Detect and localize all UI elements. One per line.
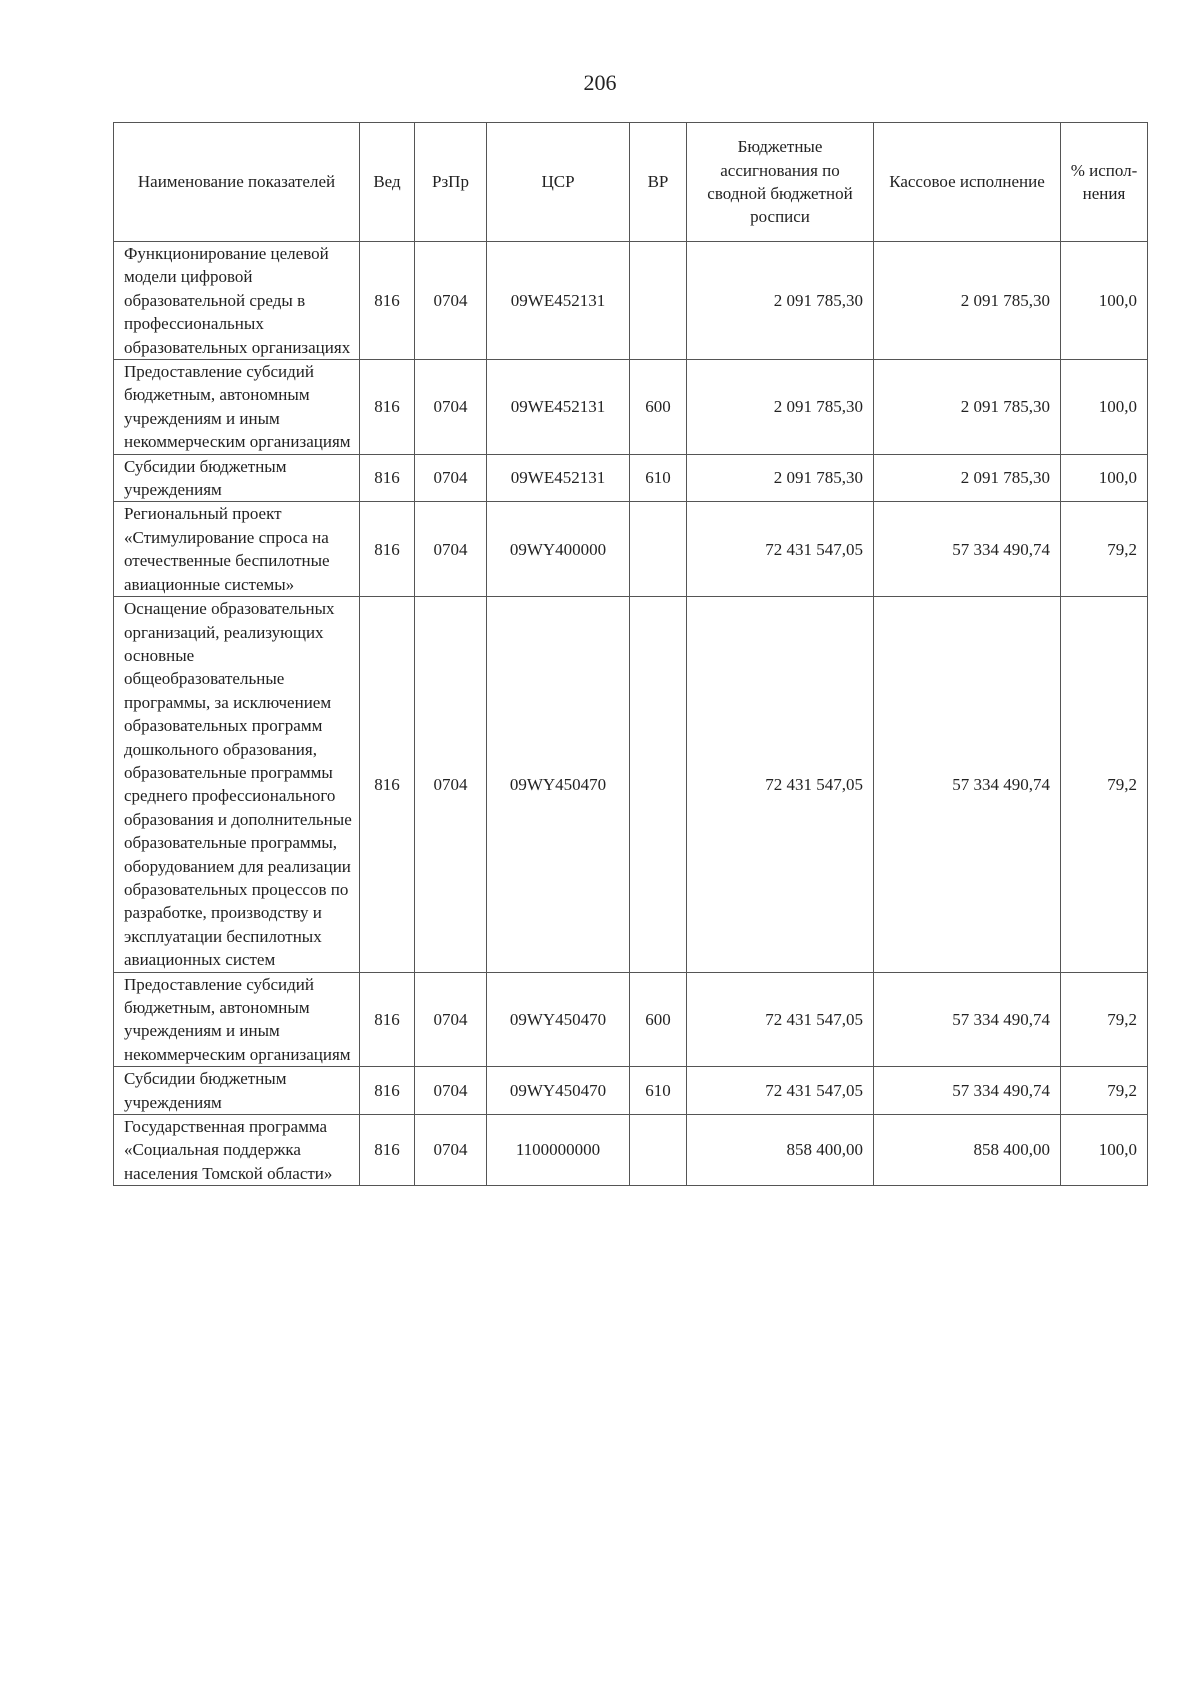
row-vr: 610 [630, 454, 687, 502]
row-name: Субсидии бюджетным учреждениям [114, 454, 360, 502]
row-rzpr: 0704 [415, 1067, 487, 1115]
row-fact: 2 091 785,30 [874, 242, 1061, 360]
header-vr: ВР [630, 123, 687, 242]
row-rzpr: 0704 [415, 597, 487, 973]
table-row [114, 597, 1148, 973]
row-name: Предоставление субсидий бюджетным, автономным учреждениям и иным некоммерческим организациям [114, 360, 360, 455]
row-fact: 858 400,00 [874, 1115, 1061, 1186]
row-vr: 600 [630, 360, 687, 455]
row-ved: 816 [360, 502, 415, 597]
row-fact: 2 091 785,30 [874, 454, 1061, 502]
row-pct: 100,0 [1061, 360, 1148, 455]
table-row [114, 502, 1148, 597]
row-ved: 816 [360, 1067, 415, 1115]
row-vr: 600 [630, 972, 687, 1067]
table-header [114, 123, 1148, 242]
row-plan: 2 091 785,30 [687, 454, 874, 502]
header-name: Наименование показателей [114, 123, 360, 242]
row-vr [630, 502, 687, 597]
row-csr: 09WY450470 [487, 597, 630, 973]
row-csr: 09WY400000 [487, 502, 630, 597]
row-rzpr: 0704 [415, 972, 487, 1067]
row-name: Предоставление субсидий бюджетным, автономным учреждениям и иным некоммерческим организациям [114, 972, 360, 1067]
table-row [114, 1067, 1148, 1115]
row-plan: 2 091 785,30 [687, 242, 874, 360]
row-fact: 57 334 490,74 [874, 1067, 1061, 1115]
row-rzpr: 0704 [415, 1115, 487, 1186]
row-csr: 1100000000 [487, 1115, 630, 1186]
row-name: Субсидии бюджетным учреждениям [114, 1067, 360, 1115]
row-rzpr: 0704 [415, 454, 487, 502]
row-fact: 2 091 785,30 [874, 360, 1061, 455]
row-ved: 816 [360, 360, 415, 455]
row-pct: 79,2 [1061, 972, 1148, 1067]
row-ved: 816 [360, 454, 415, 502]
row-pct: 100,0 [1061, 454, 1148, 502]
row-name: Региональный проект «Стимулирование спроса на отечественные беспилотные авиационные системы» [114, 502, 360, 597]
row-plan: 858 400,00 [687, 1115, 874, 1186]
header-plan: Бюджетные ассигнования по сводной бюджетной росписи [687, 123, 874, 242]
page-number: 206 [583, 70, 617, 95]
row-ved: 816 [360, 597, 415, 973]
row-fact: 57 334 490,74 [874, 972, 1061, 1067]
header-pct: % испол-нения [1061, 123, 1148, 242]
row-rzpr: 0704 [415, 502, 487, 597]
budget-execution-table [113, 122, 1148, 1186]
header-rzpr: РзПр [415, 123, 487, 242]
row-rzpr: 0704 [415, 242, 487, 360]
row-plan: 72 431 547,05 [687, 1067, 874, 1115]
header-csr: ЦСР [487, 123, 630, 242]
table-row [114, 360, 1148, 455]
table-row [114, 454, 1148, 502]
row-pct: 79,2 [1061, 1067, 1148, 1115]
row-plan: 72 431 547,05 [687, 502, 874, 597]
row-csr: 09WY450470 [487, 972, 630, 1067]
table-body [114, 242, 1148, 1186]
row-rzpr: 0704 [415, 360, 487, 455]
row-plan: 72 431 547,05 [687, 597, 874, 973]
row-fact: 57 334 490,74 [874, 502, 1061, 597]
row-plan: 2 091 785,30 [687, 360, 874, 455]
row-vr [630, 242, 687, 360]
table-row [114, 972, 1148, 1067]
row-ved: 816 [360, 1115, 415, 1186]
row-pct: 79,2 [1061, 597, 1148, 973]
row-csr: 09WY450470 [487, 1067, 630, 1115]
row-csr: 09WE452131 [487, 360, 630, 455]
row-pct: 79,2 [1061, 502, 1148, 597]
row-vr: 610 [630, 1067, 687, 1115]
header-row [114, 123, 1148, 242]
row-name: Функционирование целевой модели цифровой образовательной среды в профессиональных образовательных организациях [114, 242, 360, 360]
row-ved: 816 [360, 242, 415, 360]
row-plan: 72 431 547,05 [687, 972, 874, 1067]
row-pct: 100,0 [1061, 242, 1148, 360]
row-vr [630, 597, 687, 973]
row-csr: 09WE452131 [487, 242, 630, 360]
header-ved: Вед [360, 123, 415, 242]
row-fact: 57 334 490,74 [874, 597, 1061, 973]
header-fact: Кассовое исполнение [874, 123, 1061, 242]
table-row [114, 242, 1148, 360]
row-name: Государственная программа «Социальная поддержка населения Томской области» [114, 1115, 360, 1186]
row-vr [630, 1115, 687, 1186]
table-row [114, 1115, 1148, 1186]
row-ved: 816 [360, 972, 415, 1067]
row-csr: 09WE452131 [487, 454, 630, 502]
row-pct: 100,0 [1061, 1115, 1148, 1186]
row-name: Оснащение образовательных организаций, реализующих основные общеобразовательные программы, за исключением образовательных программ дошкольного образования, образовательные программы среднего профессионального образования и дополнительные образовательные программы, оборудованием для реализации образовательных процессов по разработке, производству и эксплуатации беспилотных авиационных систем [114, 597, 360, 973]
